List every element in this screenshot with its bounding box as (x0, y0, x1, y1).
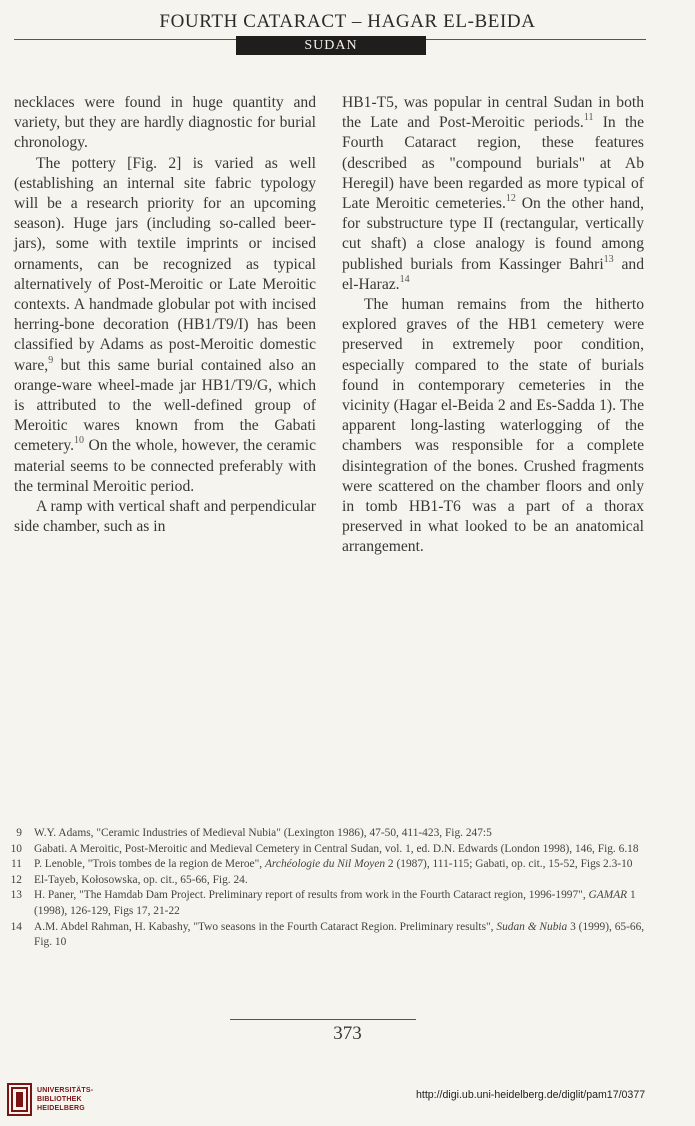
footnote-text: El-Tayeb, Kołosowska, op. cit., 65-66, Fig. 24. (34, 873, 248, 886)
right-column (342, 93, 644, 558)
footnote (11, 857, 654, 873)
footnote-ref-11[interactable]: 11 (583, 112, 594, 124)
footnote-ref-12[interactable]: 12 (505, 193, 516, 205)
footnote-text: W.Y. Adams, "Ceramic Industries of Medieval Nubia" (Lexington 1986), 47-50, 411-423, Fig. 247:5 (34, 827, 492, 839)
footnote-ref-13[interactable]: 13 (603, 253, 614, 265)
section-label: SUDAN (236, 36, 426, 55)
footnote-number: 11 (11, 858, 22, 871)
paragraph-necklaces: necklaces were found in huge quantity and variety, but they are hardly diagnostic for burial chronology. (14, 94, 316, 152)
footnote-text: 3 (1999), 65-66, Fig. 10 (34, 920, 645, 949)
running-header-title: FOURTH CATARACT – HAGAR EL-BEIDA (159, 11, 536, 32)
library-name (37, 1086, 93, 1113)
footnote-text: H. Paner, "The Hamdab Dam Project. Preliminary report of results from work in the Fourth Cataract region, 1996-1997", (34, 889, 589, 902)
footnote (10, 920, 654, 951)
text-segment: On the whole, however, the ceramic material seems to be connected preferably with the terminal Meroitic period. (14, 437, 316, 495)
text-segment: In the Fourth Cataract region, these features (described as "compound burials" at Ab Heregil) have been regarded as more typical of Late Meroitic cemeteries. (342, 114, 644, 213)
footnote-text: Gabati. A Meroitic, Post-Meroitic and Medieval Cemetery in Central Sudan, vol. 1, ed. D.N. Edwards (London 1998), 146, Fig. 6.18 (34, 842, 639, 855)
library-name-line: UNIVERSITÄTS- (37, 1087, 94, 1094)
text-segment: The pottery [Fig. 2] is varied as well (establishing an internal site fabric typology will be a research priority for an upcoming season). Huge jars (including so-called beer-jars), some with textile imprints or incised ornaments, can be recognized as typical alternatively of Post-Meroitic or Late Meroitic contexts. A handmade globular pot with incised herring-bone decoration (HB1/T9/I) has been classified by Adams as post-Meroitic domestic ware, (14, 154, 316, 374)
text-segment: and el-Haraz. (342, 255, 644, 293)
footnote-number: 14 (10, 920, 22, 933)
journal-title: GAMAR (588, 889, 628, 902)
text-segment: On the other hand, for substructure type II (rectangular, vertically cut shaft) a close analogy is found among published burials from Kassinger Bahri (342, 195, 644, 273)
footnotes (10, 826, 654, 951)
text-segment: but this same burial contained also an orange-ware wheel-made jar HB1/T9/G, which is attributed to the well-defined group of Meroitic wares known from the Gabati cemetery. (14, 356, 316, 455)
footnote-text: P. Lenoble, "Trois tombes de la region de Meroe", (34, 858, 265, 871)
journal-title: Sudan & Nubia (496, 920, 568, 933)
footnote-number: 10 (10, 842, 22, 855)
footnote-number: 13 (10, 889, 22, 902)
footer-rule (230, 1019, 416, 1020)
footnote (10, 842, 654, 858)
footnote-text: 1 (1998), 126-129, Figs 17, 21-22 (34, 889, 636, 917)
page-number: 373 (333, 1023, 362, 1044)
footnote (14, 826, 654, 842)
footnote-text: 2 (1987), 111-115; Gabati, op. cit., 15-52, Figs 2.3-10 (385, 858, 633, 871)
source-url-link[interactable]: http://digi.ub.uni-heidelberg.de/diglit/pam17/0377 (416, 1089, 646, 1101)
footnote-number: 12 (10, 873, 22, 886)
paragraph-human-remains: The human remains from the hitherto explored graves of the HB1 cemetery were preserved in extremely poor condition, especially compared to the state of burials found in contemporary cemeteries in the vicinity (Hagar el-Beida 2 and Es-Sadda 1). The apparent long-lasting waterlogging of the chambers was responsible for a complete disintegration of the bones. Crushed fragments were scattered on the chamber floors and only in tomb HB1-T6 was a part of a thorax preserved in what looked to be an anatomical arrangement. (342, 296, 644, 556)
left-column (14, 93, 316, 537)
footnote-number: 9 (16, 827, 22, 839)
journal-title: Archéologie du Nil Moyen (264, 858, 386, 871)
footnote-ref-14[interactable]: 14 (399, 273, 410, 285)
paragraph-hb1-t5 (342, 93, 644, 295)
library-name-line: BIBLIOTHEK (37, 1096, 82, 1103)
university-library-logo-icon (7, 1083, 32, 1116)
footnote (10, 888, 654, 919)
library-name-line: HEIDELBERG (37, 1105, 85, 1112)
text-segment: HB1-T5, was popular in central Sudan in both the Late and Post-Meroitic periods. (342, 94, 644, 132)
paragraph-ramp: A ramp with vertical shaft and perpendicular side chamber, such as in (14, 498, 316, 536)
footnote (10, 873, 654, 889)
footnote-text: A.M. Abdel Rahman, H. Kabashy, "Two seasons in the Fourth Cataract Region. Preliminary results", (34, 920, 497, 933)
paragraph-pottery (14, 154, 316, 497)
footnote-ref-9[interactable]: 9 (48, 354, 54, 366)
footnote-ref-10[interactable]: 10 (74, 435, 85, 447)
